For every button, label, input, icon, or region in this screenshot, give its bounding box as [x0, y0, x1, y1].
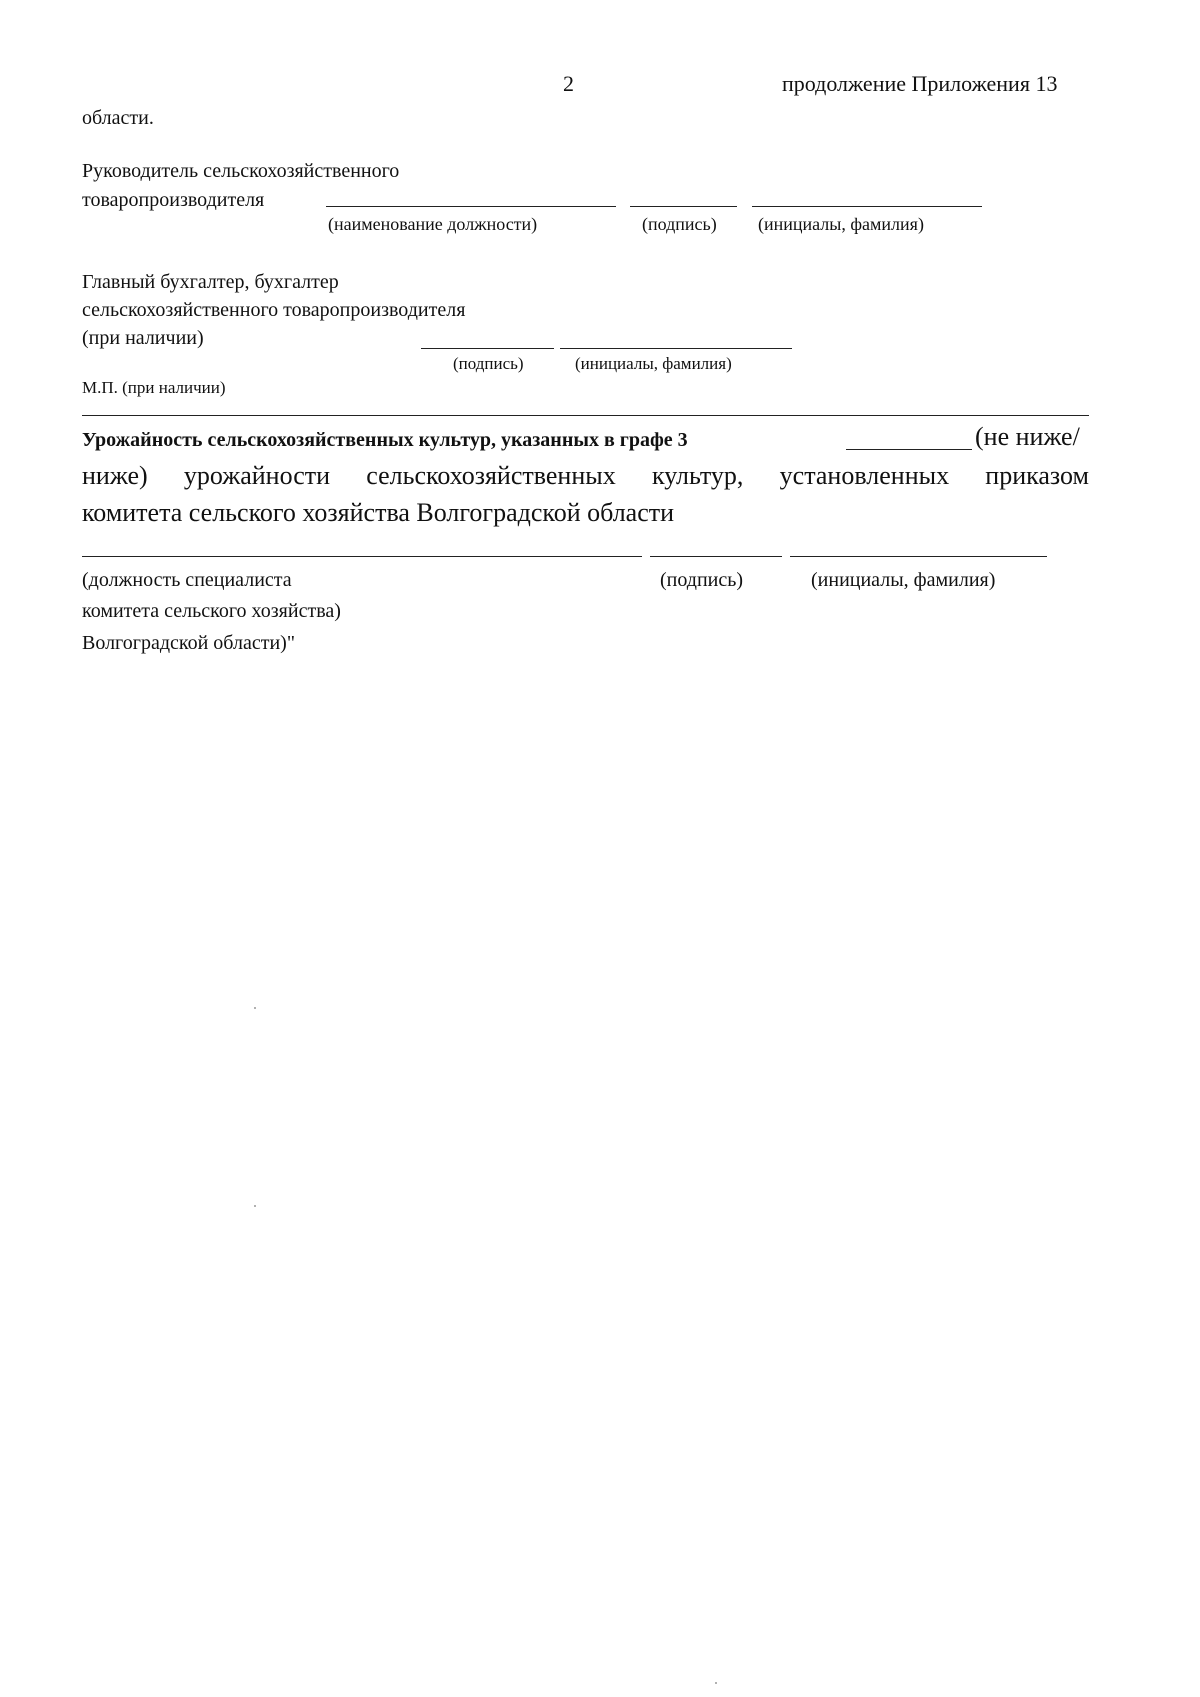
- specialist-name-line: [790, 556, 1047, 557]
- scan-speck: [715, 1682, 717, 1684]
- accountant-name-line: [560, 348, 792, 349]
- head-title-line2: товаропроизводителя: [82, 189, 265, 211]
- accountant-line2: сельскохозяйственного товаропроизводителя: [82, 299, 466, 321]
- yield-tail-line1: (не ниже/: [975, 422, 1080, 451]
- accountant-caption-name: (инициалы, фамилия): [575, 354, 732, 373]
- specialist-signature-line: [650, 556, 782, 557]
- accountant-line1: Главный бухгалтер, бухгалтер: [82, 271, 339, 293]
- yield-line2: ниже) урожайности сельскохозяйственных культур, установленных приказом: [82, 461, 1089, 490]
- yield-blank-line: [846, 449, 972, 450]
- head-caption-name: (инициалы, фамилия): [758, 214, 924, 234]
- specialist-caption-line1: (должность специалиста: [82, 569, 292, 591]
- head-caption-signature: (подпись): [642, 214, 717, 234]
- accountant-line3: (при наличии): [82, 327, 204, 349]
- accountant-caption-signature: (подпись): [453, 354, 524, 373]
- accountant-signature-line: [421, 348, 554, 349]
- yield-line3: комитета сельского хозяйства Волгоградской области: [82, 498, 675, 527]
- head-signature-line: [630, 206, 737, 207]
- page-number: 2: [563, 71, 574, 96]
- head-caption-position: (наименование должности): [328, 214, 538, 234]
- previous-text-tail: области.: [82, 107, 154, 129]
- appendix-continuation: продолжение Приложения 13: [782, 71, 1058, 96]
- scan-speck: [254, 1205, 256, 1207]
- section-divider: [82, 415, 1089, 416]
- specialist-caption-signature: (подпись): [660, 569, 744, 591]
- scan-speck: [254, 1007, 256, 1009]
- specialist-caption-line2: комитета сельского хозяйства): [82, 600, 341, 622]
- yield-bold-lead: Урожайность сельскохозяйственных культур, указанных в графе 3: [82, 429, 688, 451]
- specialist-position-line: [82, 556, 642, 557]
- head-name-line: [752, 206, 982, 207]
- head-title-line1: Руководитель сельскохозяйственного: [82, 160, 400, 182]
- specialist-caption-line3: Волгоградской области)": [82, 632, 295, 654]
- head-position-line: [326, 206, 616, 207]
- stamp-placeholder: М.П. (при наличии): [82, 378, 226, 397]
- specialist-caption-name: (инициалы, фамилия): [811, 569, 996, 591]
